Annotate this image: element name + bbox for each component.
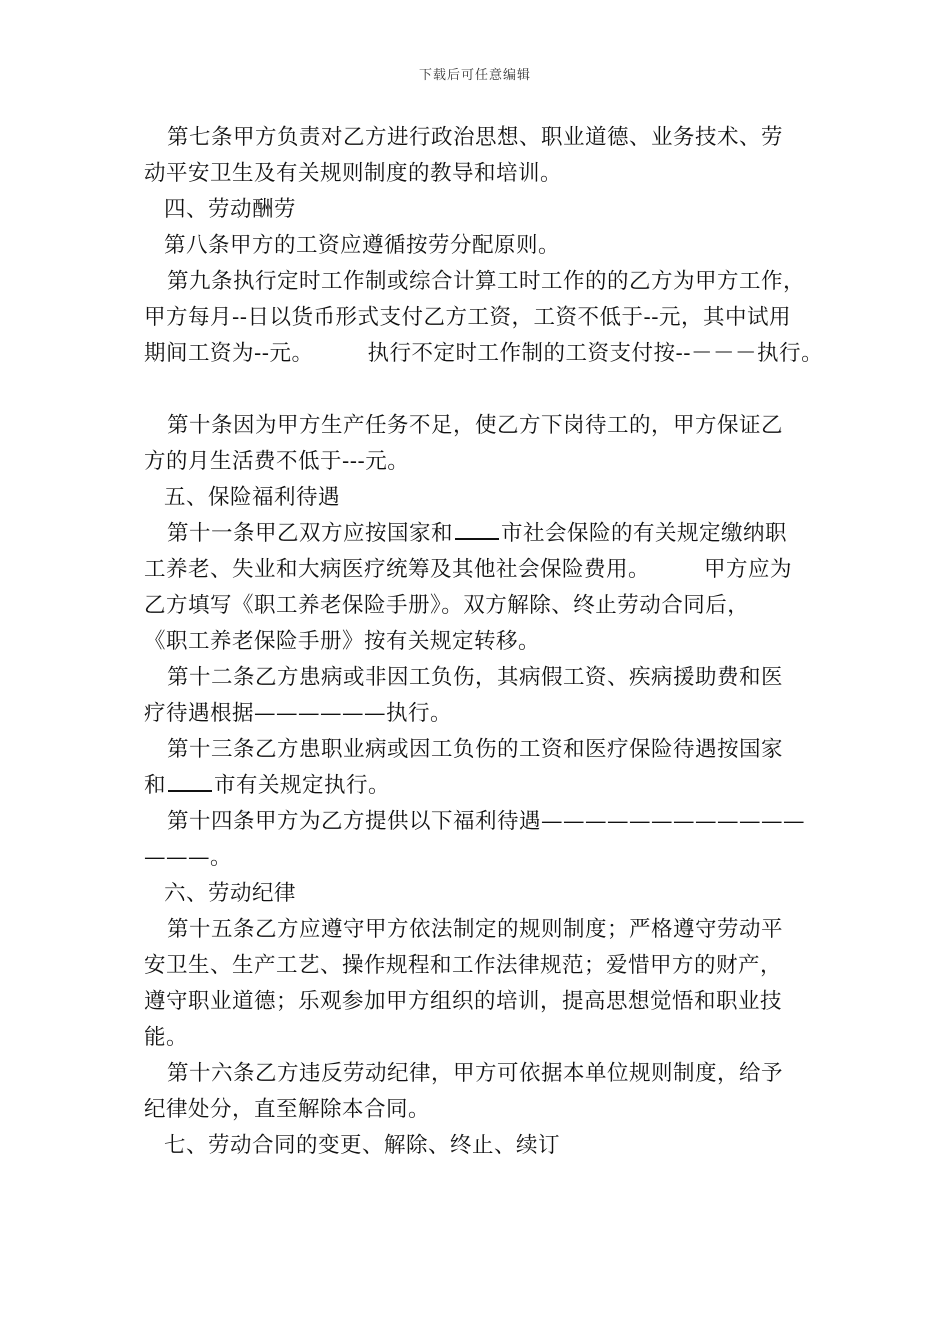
article-13-line-1: 第十三条乙方患职业病或因工负伤的工资和医疗保险待遇按国家	[167, 737, 784, 762]
article-11-line-2-part-b: 甲方应为	[704, 557, 793, 582]
fill-in-blank	[455, 518, 499, 540]
article-13-line-2-part-b: 市有关规定执行。	[214, 773, 391, 798]
article-12-line-2: 疗待遇根据——————执行。	[144, 701, 453, 726]
page-header: 下载后可任意编辑	[418, 68, 531, 83]
article-11-line-1-part-b: 市社会保险的有关规定缴纳职	[501, 521, 788, 546]
section-7-title: 七、劳动合同的变更、解除、终止、续订	[164, 1133, 561, 1158]
article-11-line-2	[144, 552, 816, 588]
article-11-line-1-part-a: 第十一条甲乙双方应按国家和	[167, 521, 454, 546]
blank-line	[144, 372, 816, 408]
document-body	[144, 120, 824, 1164]
article-16-line-2: 纪律处分，直至解除本合同。	[144, 1097, 431, 1122]
article-14-line-1: 第十四条甲方为乙方提供以下福利待遇————————————	[167, 809, 806, 834]
article-10-line-1: 第十条因为甲方生产任务不足，使乙方下岗待工的，甲方保证乙	[167, 413, 784, 438]
section-4-title: 四、劳动酬劳	[164, 197, 297, 222]
article-16-line-1: 第十六条乙方违反劳动纪律，甲方可依据本单位规则制度，给予	[167, 1061, 784, 1086]
article-9-line-2: 甲方每月--日以货币形式支付乙方工资，工资不低于--元，其中试用	[144, 305, 792, 330]
article-11-line-4: 《职工养老保险手册》按有关规定转移。	[144, 629, 541, 654]
article-11-line-3: 乙方填写《职工养老保险手册》。双方解除、终止劳动合同后，	[144, 593, 750, 618]
article-13-line-2-part-a: 和	[144, 773, 167, 798]
section-5-title: 五、保险福利待遇	[164, 485, 341, 510]
article-9-line-3-part-a: 期间工资为--元。	[144, 341, 314, 366]
article-14-line-2: ———。	[144, 845, 233, 870]
fill-in-blank	[168, 770, 212, 792]
article-15-line-2: 安卫生、生产工艺、操作规程和工作法律规范；爱惜甲方的财产，	[144, 953, 783, 978]
article-10-line-2: 方的月生活费不低于---元。	[144, 449, 410, 474]
section-6-title: 六、劳动纪律	[164, 881, 297, 906]
article-11-line-1	[144, 516, 816, 552]
article-9-line-1: 第九条执行定时工作制或综合计算工时工作的的乙方为甲方工作，	[167, 269, 806, 294]
article-9-line-3	[144, 336, 824, 372]
article-8-line-1: 第八条甲方的工资应遵循按劳分配原则。	[164, 233, 561, 258]
article-7-line-1: 第七条甲方负责对乙方进行政治思想、职业道德、业务技术、劳	[167, 125, 784, 150]
article-15-line-4: 能。	[144, 1025, 189, 1050]
article-15-line-1: 第十五条乙方应遵守甲方依法制定的规则制度；严格遵守劳动平	[167, 917, 784, 942]
article-7-line-2: 动平安卫生及有关规则制度的教导和培训。	[144, 161, 563, 186]
article-9-line-3-part-b: 执行不定时工作制的工资支付按--－－－执行。	[367, 341, 824, 366]
article-15-line-3: 遵守职业道德；乐观参加甲方组织的培训，提高思想觉悟和职业技	[144, 989, 783, 1014]
article-11-line-2-part-a: 工养老、失业和大病医疗统筹及其他社会保险费用。	[144, 557, 651, 582]
article-12-line-1: 第十二条乙方患病或非因工负伤，其病假工资、疾病援助费和医	[167, 665, 784, 690]
article-13-line-2	[144, 768, 816, 804]
